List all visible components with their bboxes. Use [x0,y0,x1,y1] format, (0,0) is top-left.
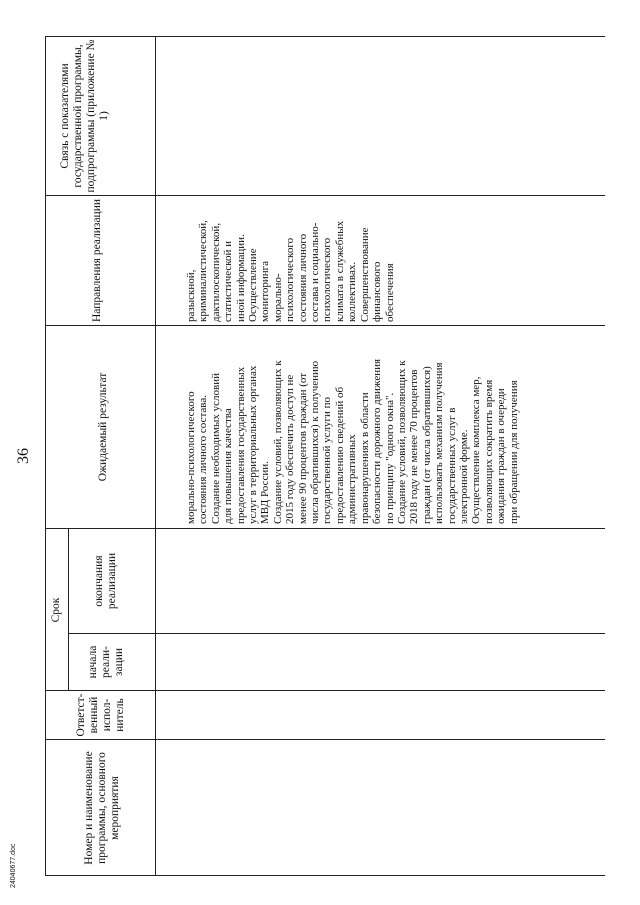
header-link: Связь с показателями государственной программы, подпрограммы (приложение № 1) [59,39,110,193]
direction-cell: разыскной, криминалистической, дактилоскопической, статистической и иной информации. Осуществление мониторинга морально- психологического состояния личного состава и социально- психологического климата в служебных коллективах. Совершенствование финансового обеспечения [185,220,396,322]
header-number-name: Номер и наименование программы, основного мероприятия [83,751,121,865]
table-top-border [45,36,46,876]
header-result: Ожидаемый результат [97,372,109,482]
header-direction: Направления реализации [91,198,103,323]
document-id: 24040677.doc [10,843,17,888]
header-srok: Срок [50,597,62,623]
header-responsible: Ответст-венный испол-нитель [75,693,126,737]
header-end: окончания реализации [93,552,118,610]
srok-divider [68,529,69,691]
table-header-bottom-border [155,36,156,876]
table-left-border [45,875,605,876]
page-number: 36 [15,448,32,464]
rotated-table [15,36,605,876]
col-divider-5 [45,325,605,326]
result-cell: морально-психологического состояния личного состава. Создание необходимых условий для повышения качества предоставления государственных услуг в территориальных органах МВД России. Создание условий, позволяющих к 2015 году обеспечить доступ не менее 90 процентов граждан (от числа обратившихся) к получению государственной услуги по предоставлению сведений об административных правонарушениях в области безопасности дорожного движения по принципу "одного окна". Создание условий, позволяющих к 2018 году не менее 70 процентов граждан (от числа обратившихся) использовать механизм получения государственных услуг в электронной форме. Осуществление комплекса мер, позволяющих сократить время ожидания граждан в очереди при обращении для получения [185,358,520,524]
table-right-border [45,36,605,37]
col-divider-4 [45,528,605,529]
col-divider-6 [45,195,605,196]
col-divider-1 [45,739,605,740]
col-divider-2 [45,690,605,691]
col-divider-3 [68,633,605,634]
header-start: начала реали-зации [87,645,125,679]
